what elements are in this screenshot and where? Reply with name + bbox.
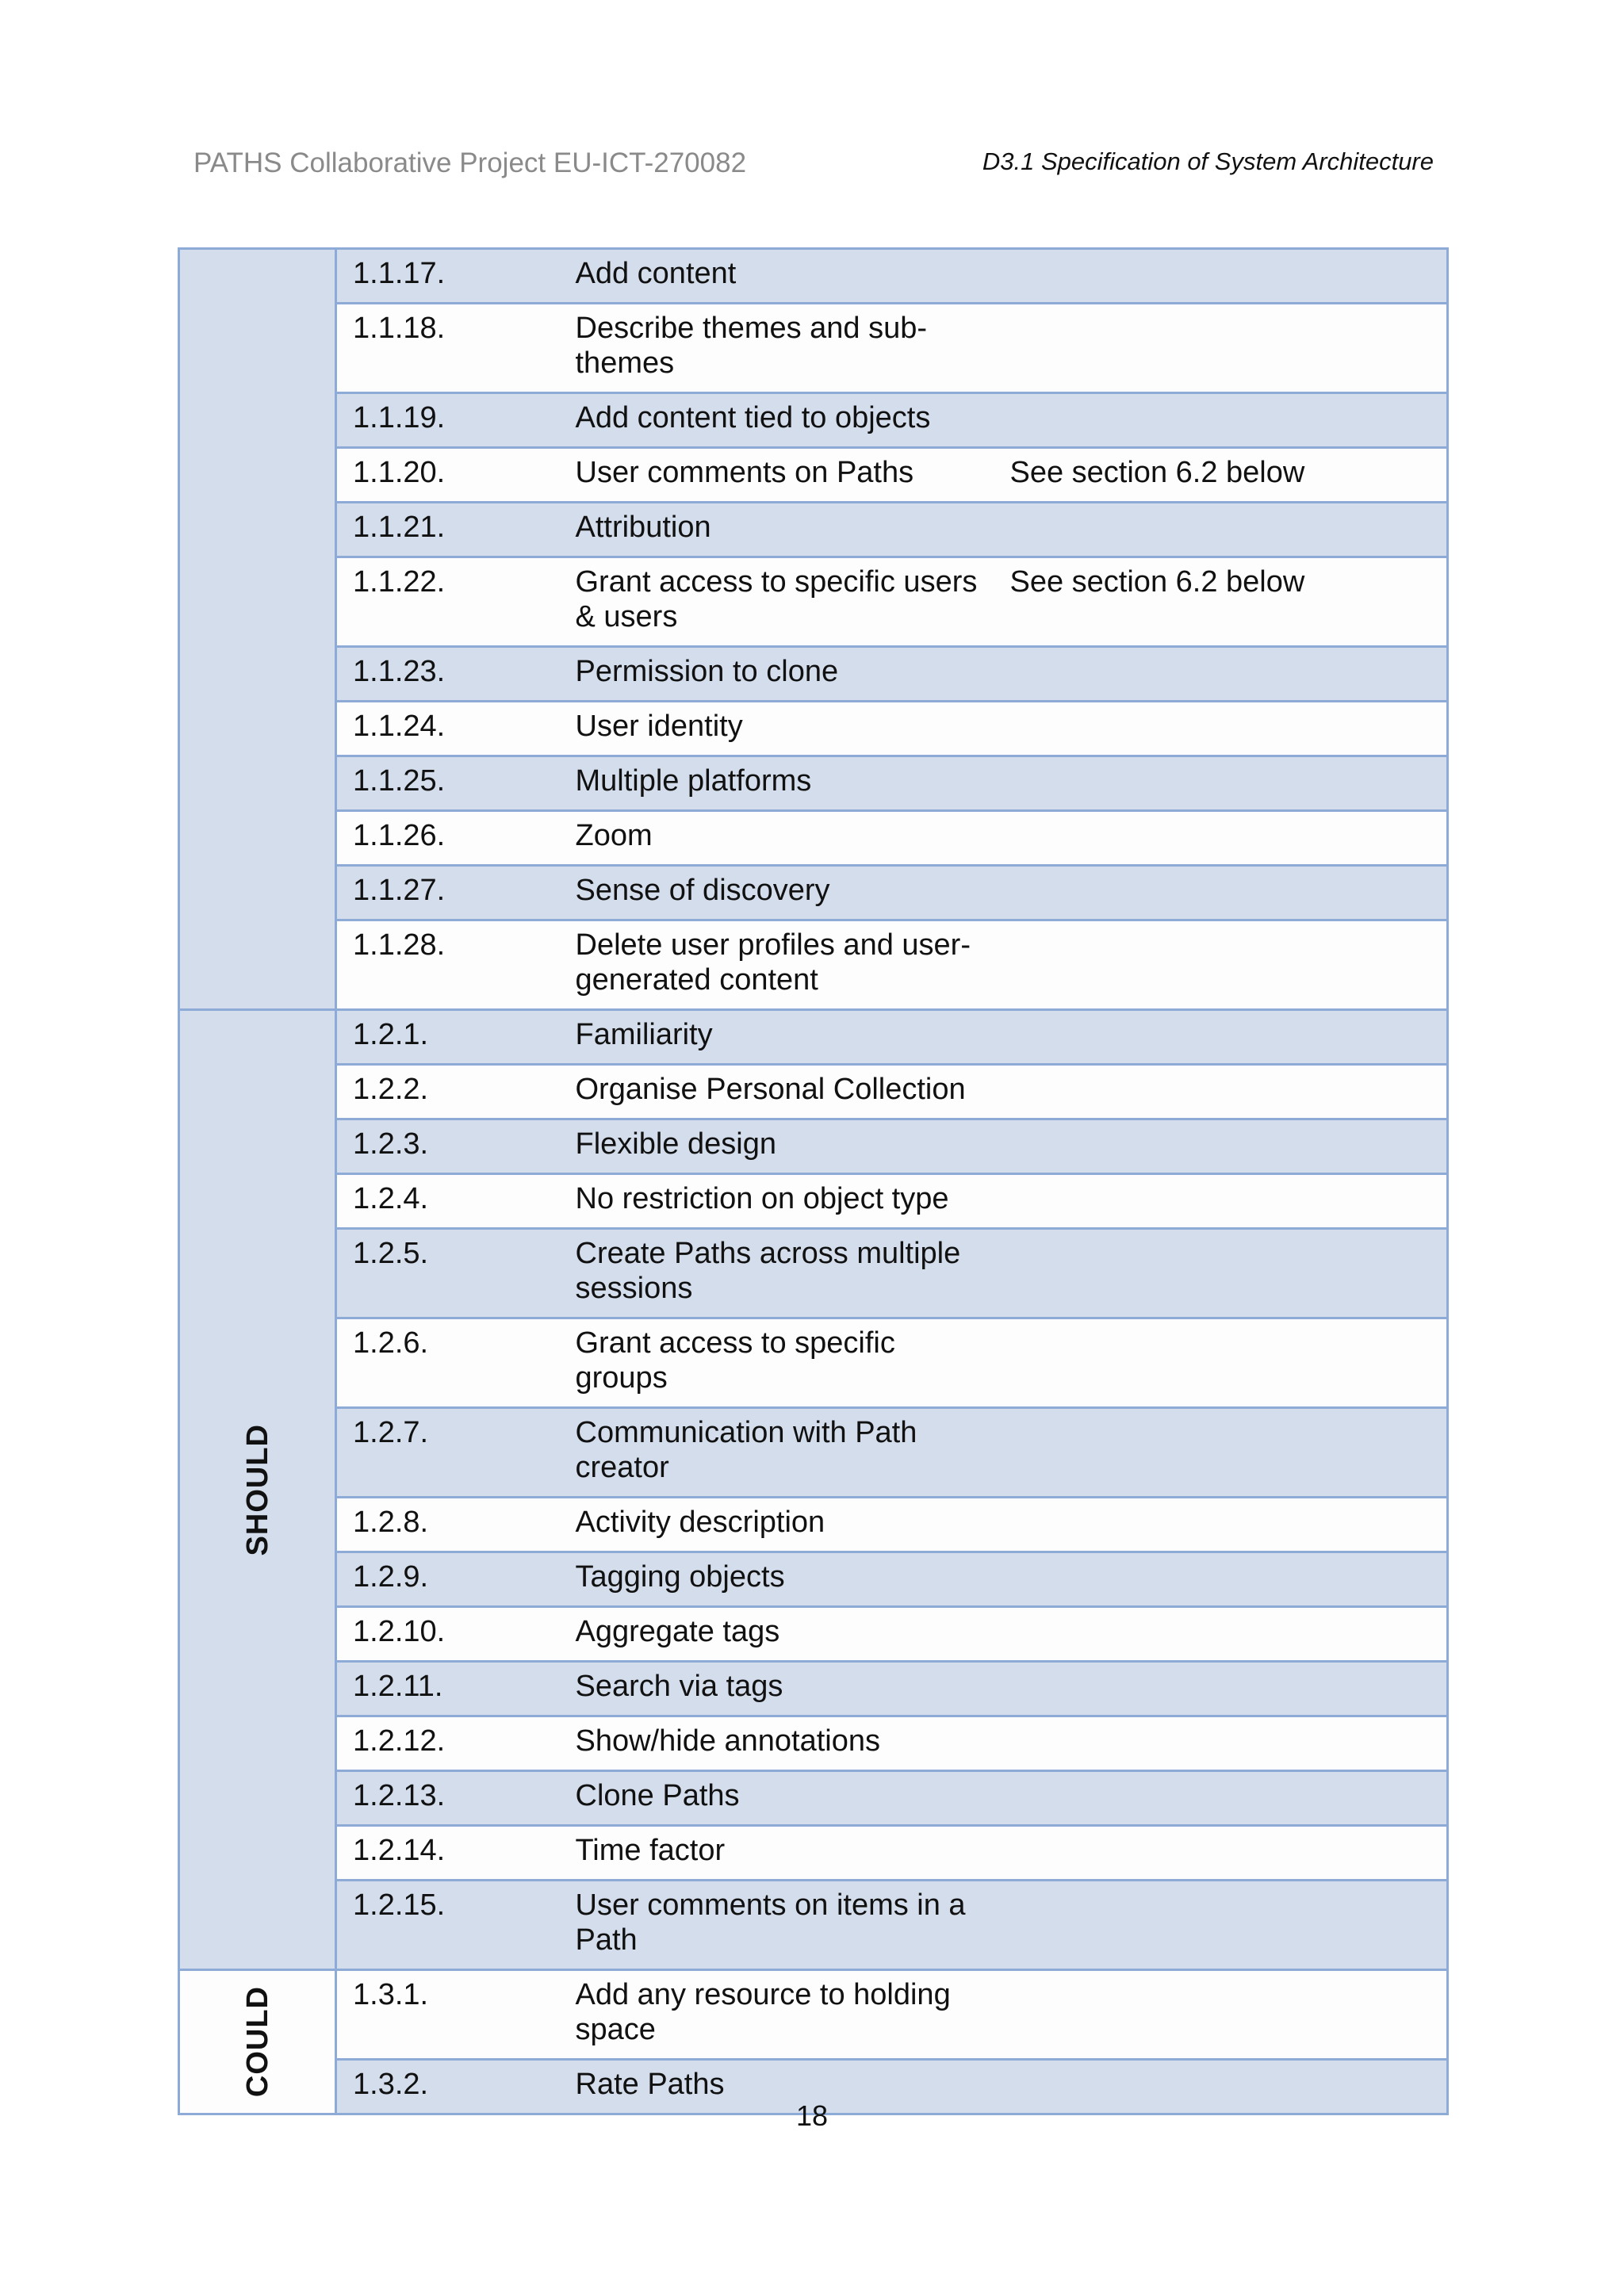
row-note [1010,503,1448,557]
table-row [179,1771,1448,1826]
table-row [179,393,1448,448]
row-note [1010,1662,1448,1716]
table-row [179,1498,1448,1552]
row-number: 1.2.9. [336,1552,569,1607]
row-number: 1.3.2. [336,2060,569,2114]
row-note [1010,1826,1448,1881]
row-note [1010,1552,1448,1607]
row-description: Sense of discovery [569,866,1010,920]
row-note: See section 6.2 below [1010,557,1448,647]
row-note [1010,1408,1448,1498]
row-note [1010,811,1448,866]
table-row [179,756,1448,811]
row-description: Organise Personal Collection [569,1065,1010,1119]
row-note [1010,1010,1448,1065]
row-number: 1.1.23. [336,647,569,702]
row-number: 1.2.11. [336,1662,569,1716]
row-number: 1.1.25. [336,756,569,811]
row-note [1010,1607,1448,1662]
row-number: 1.1.19. [336,393,569,448]
row-note [1010,1065,1448,1119]
group-could [179,1970,336,2114]
row-description: Delete user profiles and user-generated content [569,920,1010,1010]
row-note [1010,1771,1448,1826]
table-row [179,1970,1448,2060]
table-row [179,1229,1448,1318]
table-row [179,1119,1448,1174]
row-number: 1.2.5. [336,1229,569,1318]
row-note [1010,304,1448,393]
row-description: Create Paths across multiple sessions [569,1229,1010,1318]
row-description: Show/hide annotations [569,1716,1010,1771]
row-note [1010,1119,1448,1174]
row-description: Clone Paths [569,1771,1010,1826]
table-row [179,1826,1448,1881]
row-number: 1.2.3. [336,1119,569,1174]
group-label-should: SHOULD [240,1423,274,1556]
table-row [179,866,1448,920]
row-number: 1.3.1. [336,1970,569,2060]
row-number: 1.1.28. [336,920,569,1010]
row-number: 1.2.7. [336,1408,569,1498]
row-description: Describe themes and sub-themes [569,304,1010,393]
table-row [179,647,1448,702]
row-description: Zoom [569,811,1010,866]
row-description: Grant access to specific groups [569,1318,1010,1408]
table-row [179,702,1448,756]
header-project: PATHS Collaborative Project EU-ICT-270082 [193,147,747,178]
row-note [1010,756,1448,811]
table-row [179,920,1448,1010]
row-note [1010,866,1448,920]
row-number: 1.2.1. [336,1010,569,1065]
row-note [1010,702,1448,756]
row-description: User identity [569,702,1010,756]
row-description: Familiarity [569,1010,1010,1065]
row-note [1010,1498,1448,1552]
row-description: Add content tied to objects [569,393,1010,448]
table-row [179,1662,1448,1716]
table-row [179,1065,1448,1119]
row-description: Time factor [569,1826,1010,1881]
table-row [179,249,1448,304]
table-row [179,448,1448,503]
row-note [1010,1174,1448,1229]
group-should [179,1010,336,1970]
row-description: Attribution [569,503,1010,557]
row-note [1010,1716,1448,1771]
row-note [1010,920,1448,1010]
page-number: 18 [795,2099,829,2132]
row-number: 1.1.21. [336,503,569,557]
table-row [179,557,1448,647]
table-row [179,1174,1448,1229]
table-row [179,811,1448,866]
table-row [179,304,1448,393]
row-number: 1.2.6. [336,1318,569,1408]
row-number: 1.2.14. [336,1826,569,1881]
row-note [1010,1970,1448,2060]
table-row [179,1716,1448,1771]
row-number: 1.1.24. [336,702,569,756]
table-row [179,503,1448,557]
row-description: Communication with Path creator [569,1408,1010,1498]
group-must-continued [179,249,336,1010]
row-note [1010,1318,1448,1408]
row-number: 1.2.13. [336,1771,569,1826]
header-document-title: D3.1 Specification of System Architecture [982,147,1434,175]
row-note [1010,393,1448,448]
row-number: 1.2.15. [336,1881,569,1970]
row-note [1010,647,1448,702]
table-row [179,1318,1448,1408]
row-description: User comments on Paths [569,448,1010,503]
row-description: Tagging objects [569,1552,1010,1607]
row-number: 1.1.18. [336,304,569,393]
row-number: 1.1.17. [336,249,569,304]
row-note [1010,249,1448,304]
row-description: User comments on items in a Path [569,1881,1010,1970]
table-row [179,1881,1448,1970]
row-number: 1.2.8. [336,1498,569,1552]
requirements-table [178,247,1449,2115]
row-number: 1.1.26. [336,811,569,866]
row-note: See section 6.2 below [1010,448,1448,503]
row-note [1010,1229,1448,1318]
row-description: Activity description [569,1498,1010,1552]
row-description: Rate Paths [569,2060,1010,2114]
row-description: Add content [569,249,1010,304]
table-row [179,1552,1448,1607]
row-description: Search via tags [569,1662,1010,1716]
row-number: 1.2.2. [336,1065,569,1119]
row-number: 1.1.27. [336,866,569,920]
table-row [179,1010,1448,1065]
row-number: 1.2.12. [336,1716,569,1771]
row-description: No restriction on object type [569,1174,1010,1229]
row-description: Permission to clone [569,647,1010,702]
table-row [179,1408,1448,1498]
row-number: 1.1.22. [336,557,569,647]
row-description: Add any resource to holding space [569,1970,1010,2060]
row-description: Flexible design [569,1119,1010,1174]
row-number: 1.2.10. [336,1607,569,1662]
row-description: Grant access to specific users & users [569,557,1010,647]
table-row [179,1607,1448,1662]
row-description: Multiple platforms [569,756,1010,811]
row-description: Aggregate tags [569,1607,1010,1662]
row-number: 1.1.20. [336,448,569,503]
row-note [1010,1881,1448,1970]
row-number: 1.2.4. [336,1174,569,1229]
group-label-could: COULD [240,1986,274,2098]
